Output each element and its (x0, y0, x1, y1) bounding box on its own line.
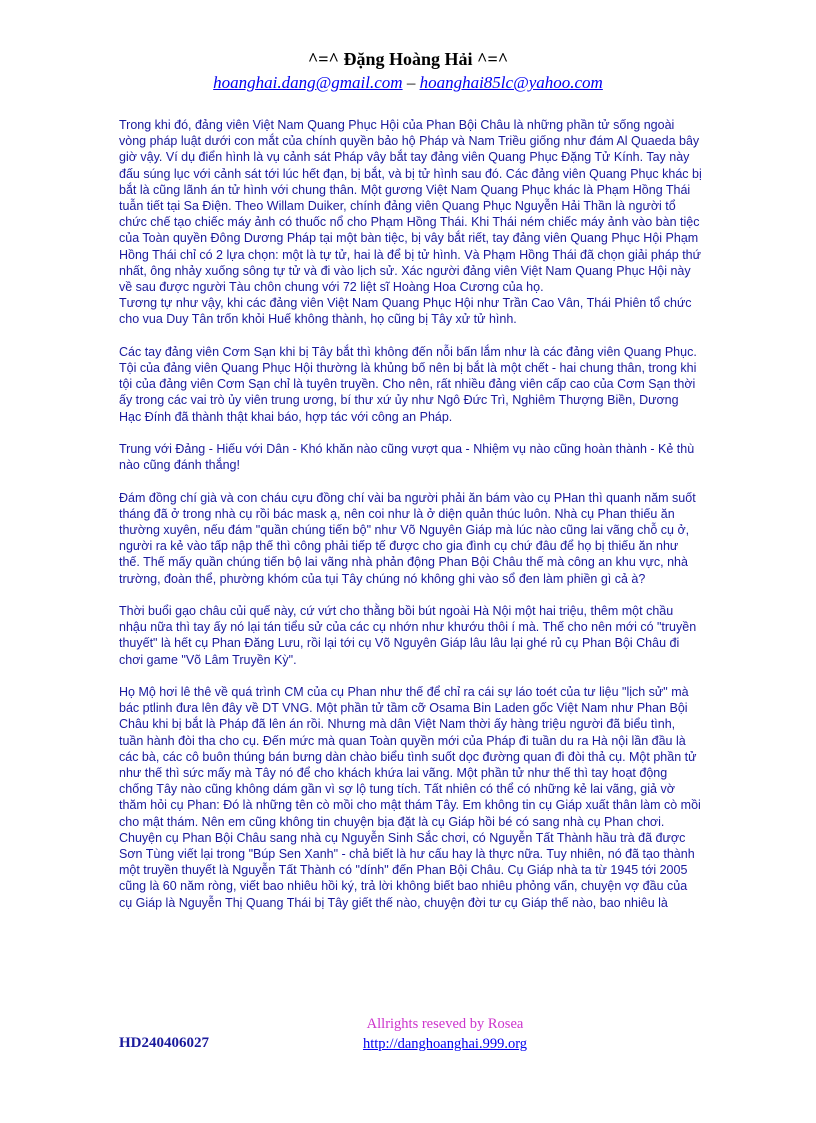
page-header (0, 48, 816, 94)
paragraph-4: Trung với Đảng - Hiếu với Dân - Khó khăn nào cũng vượt qua - Nhiệm vụ nào cũng hoàn thành - Kẻ thù nào cũng đánh thắng! (119, 442, 695, 473)
email-link-yahoo[interactable]: hoanghai85lc@yahoo.com (419, 73, 603, 92)
paragraph-7: Họ Mộ hơi lê thê về quá trình CM của cụ Phan như thế để chỉ ra cái sự láo toét của tư liệu "lịch sử" mà bác ptlinh đưa lên đây về DT VNG. Một phần tử tầm cỡ Osama Bin Laden gốc Việt Nam như Phan Bội Châu khi bị bắt là Pháp đã lên án rồi. Nhưng mà dân Việt Nam thời ấy hàng triệu người đã biểu tình, tuần hành đòi tha cho cụ. Đến mức mà quan Toàn quyền mới của Pháp đi tuần du ra Hà nội lần đầu là các bà, các cô buôn thúng bán bưng dàn chào biểu tình suốt dọc đường quan đi đòi thả cụ. Một phần tử như thế thì sức mấy mà Tây nó để cho khách khứa lai vãng. Một phần tử như thế thì tay hoạt động chống Tây nào cũng không dám gần vì sợ lộ tung tích. Tất nhiên có thể có những kẻ lai vãng, giả vờ thăm hỏi cụ Phan: Đó là những tên cò mồi cho mật thám Tây. Em không tin cụ Giáp xuất thân làm cò mồi cho mật thám. Nên em cũng không tin chuyện bịa đặt là cụ Giáp hồi bé có sang nhà cụ Phan chơi. Chuyện cụ Phan Bội Châu sang nhà cụ Nguyễn Sinh Sắc chơi, có Nguyễn Tất Thành hầu trà đã được Sơn Tùng viết lại trong "Búp Sen Xanh" - chả biết là hư cấu hay là thực nữa. Tuy nhiên, nó đã tạo thành một truyền thuyết là Nguyễn Tất Thành có "dính" đến Phan Bội Châu. Cụ Giáp nhà ta từ 1945 tới 2005 cũng là 60 năm ròng, viết bao nhiêu hồi ký, trả lời không biết bao nhiêu phỏng vấn, chuyện vợ đầu của cụ Giáp là Nguyễn Thị Quang Thái bị Tây giết thế nào, chuyện đời tư cụ Giáp thế nào, bao nhiêu là (119, 685, 701, 910)
paragraph-6: Thời buổi gạo châu củi quế này, cứ vứt cho thằng bồi bút ngoài Hà Nội một hai triệu, thêm một chầu nhậu nữa thì tay ấy nó lại tán tiểu sử của các cụ nhớn như khướu thôi í mà. Thế cho nên mới có "truyền thuyết" là hết cụ Phan Đăng Lưu, rồi lại tới cụ Võ Nguyên Giáp lâu lâu lại ghé rủ cụ Phan Bội Châu đi chơi game "Võ Lâm Truyền Kỳ". (119, 604, 697, 667)
paragraph-3: Các tay đảng viên Cơm Sạn khi bị Tây bắt thì không đến nỗi bấn lắm như là các đảng viên Quang Phục. Tội của đảng viên Quang Phục Hội thường là khủng bố nên bị bắt là một chết - hai chung thân, trong khi tội của đảng viên Cơm Sạn chỉ là tuyên truyền. Cho nên, rất nhiều đảng viên cấp cao của Cơm Sạn thời ấy trong các vai trò ủy viên trung ương, bí thư xứ ủy như Ngô Đức Trì, Nghiêm Thượng Biền, Dương Hạc Đính đã thành thật khai báo, hợp tác với công an Pháp. (119, 344, 697, 424)
page-footer (300, 1014, 590, 1054)
paragraph-1: Trong khi đó, đảng viên Việt Nam Quang Phục Hội của Phan Bội Châu là những phần tử sống ngoài vòng pháp luật dưới con mắt của chính quyền bảo hộ Pháp và Nam Triều giống như đám Al Quaeda bây giờ vậy. Ví dụ điển hình là vụ cảnh sát Pháp vây bắt tay đảng viên Quang Phục Đặng Tử Kính. Tay này đấu súng lục với cảnh sát tới lúc hết đạn, bị bắt, và bị tử hình sau đó. Các đảng viên Quang Phục khác bị bắt là cũng lãnh án tử hình với chung thân. Một gương Việt Nam Quang Phục khác là Phạm Hồng Thái tuẫn tiết tại Sa Điện. Theo Willam Duiker, chính đảng viên Quang Phục Nguyễn Hải Thần là người tổ chức chế tạo chiếc máy ảnh có thuốc nổ cho Phạm Hồng Thái. Khi Thái ném chiếc máy ảnh vào bàn tiệc của Toàn quyền Đông Dương Pháp tại một bàn tiệc, bị vây bắt riết, tay đảng viên Quang Phục Hội Phạm Hồng Thái chỉ có 2 lựa chọn: một là tự tử, hai là để bị tử hình. Và Phạm Hồng Thái đã chọn giải pháp thứ nhất, ông nhảy xuống sông tự tử và đi vào lịch sử. Xác người đảng viên Việt Nam Quang Phục Hội này về sau được người Tàu chôn chung với 72 liệt sĩ Hoàng Hoa Cương của họ. (119, 118, 702, 295)
email-link-gmail[interactable]: hoanghai.dang@gmail.com (213, 73, 403, 92)
document-id: HD240406027 (119, 1035, 209, 1051)
author-emails (0, 72, 816, 94)
paragraph-5: Đám đồng chí già và con cháu cựu đồng chí vài ba người phải ăn bám vào cụ PHan thì quanh năm suốt tháng đã ở trong nhà cụ rồi bác mask ạ, nên coi như là ở diện quản thúc luôn. Nhà cụ Phan thiếu ăn thường xuyên, nếu đám "quần chúng tiến bộ" như Võ Nguyên Giáp mà lúc nào cũng lai vãng chỗ cụ ở, người ra kẻ vào tấp nập thế thì công phải tiếp tế được cho gia đình cụ chứ đâu để họ bị thiếu ăn như thế. Thế mấy quần chúng tiến bộ lai vãng nhà phản động Phan Bội Châu thế mà công an khu vực, nhà trường, đoàn thể, phường khóm của tụi Tây chúng nó không ghi vào sổ đen làm phiền gì cả à? (119, 490, 696, 586)
article-body (119, 117, 702, 911)
paragraph-2: Tương tự như vậy, khi các đảng viên Việt Nam Quang Phục Hội như Trần Cao Vân, Thái Phiên tổ chức cho vua Duy Tân trốn khỏi Huế không thành, họ cũng bị Tây xử tử hình. (119, 296, 692, 327)
author-title: ^=^ Đặng Hoàng Hải ^=^ (307, 49, 509, 69)
email-separator: – (402, 73, 420, 92)
copyright-notice: Allrights reseved by Rosea (366, 1016, 524, 1032)
website-link[interactable]: http://danghoanghai.999.org (362, 1036, 528, 1052)
